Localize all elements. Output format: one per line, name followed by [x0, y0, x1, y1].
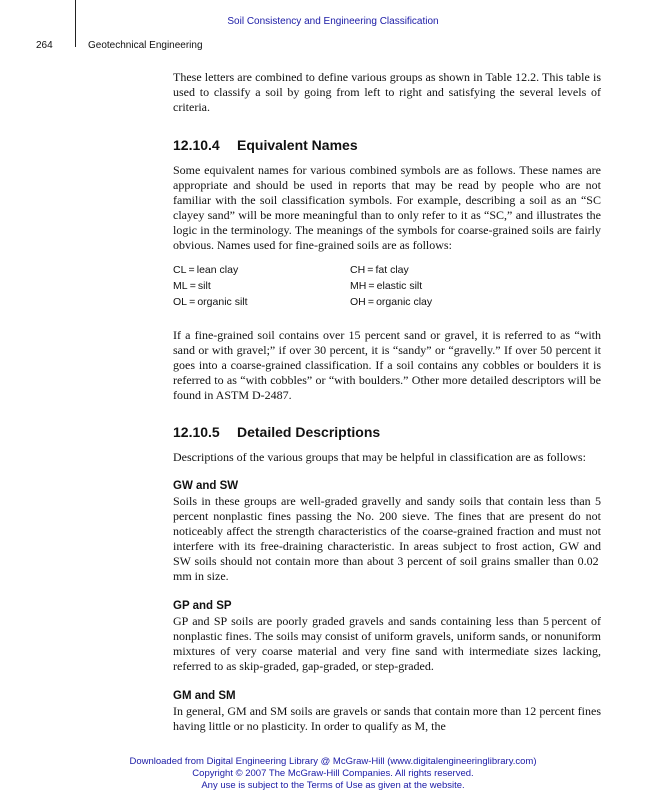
section-heading-equivalent-names	[173, 136, 601, 154]
page-body	[173, 70, 601, 734]
footer-terms-link[interactable]: Any use is subject to the Terms of Use as given at the website.	[201, 780, 465, 791]
header-divider	[75, 0, 76, 47]
equivalent-names-list	[173, 262, 603, 310]
footer-download-link[interactable]: Downloaded from Digital Engineering Library @ McGraw-Hill (www.digitalengineeringlibrary.com)	[129, 756, 537, 767]
section-number: 12.10.4	[173, 137, 220, 153]
name-entry: OH = organic clay	[350, 296, 433, 308]
footer-copyright: Copyright © 2007 The McGraw-Hill Companies. All rights reserved.	[192, 768, 474, 779]
descriptions-intro: Descriptions of the various groups that may be helpful in classification are as follows:	[173, 450, 586, 464]
subheading-gp-sp: GP and SP	[173, 600, 232, 612]
book-title: Geotechnical Engineering	[88, 40, 203, 51]
equivalent-names-paragraph: Some equivalent names for various combined symbols are as follows. These names are appropriate and should be used in reports that may be read by people who are not familiar with the soil classification symbols. For example, describing a soil as an “SC clayey sand” will be more meaningful than to only refer to it as “SC,” and illustrates the logic in the terminology. The meanings of the symbols for coarse-grained soils are fairly obvious. Names used for fine-grained soils are as follows:	[173, 163, 601, 252]
section-heading-detailed-descriptions	[173, 423, 601, 441]
gp-sp-paragraph: GP and SP soils are poorly graded gravels and sands containing less than 5 percent of nonplastic fines. The soils may consist of uniform gravels, uniform sands, or nonuniform mixtures of very coarse material and very fine sand with intermediate sizes lacking, referred to as skip-graded, gap-graded, or step-graded.	[173, 614, 601, 673]
list-item	[173, 262, 603, 278]
name-entry: CH = fat clay	[350, 264, 409, 276]
fine-grained-paragraph: If a fine-grained soil contains over 15 percent sand or gravel, it is referred to as “with sand or with gravel;” if over 30 percent, it is “sandy” or “gravelly.” If over 50 percent it goes into a coarse-grained classification. If a soil contains any cobbles or boulders it is referred to as “with cobbles” or “with boulders.” Other more detailed descriptors will be found in ASTM D-2487.	[173, 328, 601, 402]
section-title: Equivalent Names	[237, 137, 358, 153]
page-number: 264	[36, 40, 53, 51]
list-item	[173, 294, 603, 310]
subheading-gw-sw: GW and SW	[173, 480, 239, 492]
name-entry: MH = elastic silt	[350, 280, 423, 292]
intro-paragraph: These letters are combined to define various groups as shown in Table 12.2. This table is used to classify a soil by going from left to right and satisfying the several levels of criteria.	[173, 70, 601, 114]
download-footer	[0, 756, 666, 792]
name-entry: OL = organic silt	[173, 296, 248, 308]
name-entry: ML = silt	[173, 280, 211, 292]
section-number: 12.10.5	[173, 424, 220, 440]
subheading-gm-sm: GM and SM	[173, 690, 236, 702]
name-entry: CL = lean clay	[173, 264, 239, 276]
running-head: Soil Consistency and Engineering Classification	[227, 16, 439, 27]
gm-sm-paragraph: In general, GM and SM soils are gravels or sands that contain more than 12 percent fines having little or no plasticity. In order to qualify as M, the	[173, 704, 601, 733]
list-item	[173, 278, 603, 294]
gw-sw-paragraph: Soils in these groups are well-graded gravelly and sandy soils that contain less than 5 percent nonplastic fines passing the No. 200 sieve. The fines that are present do not noticeably affect the strength characteristics of the coarse-grained fraction and must not interfere with its free-draining characteristic. In areas subject to frost action, GW and SW soils should not contain more than about 3 percent of soil grains smaller than 0.02 mm in size.	[173, 494, 601, 583]
section-title: Detailed Descriptions	[237, 424, 381, 440]
